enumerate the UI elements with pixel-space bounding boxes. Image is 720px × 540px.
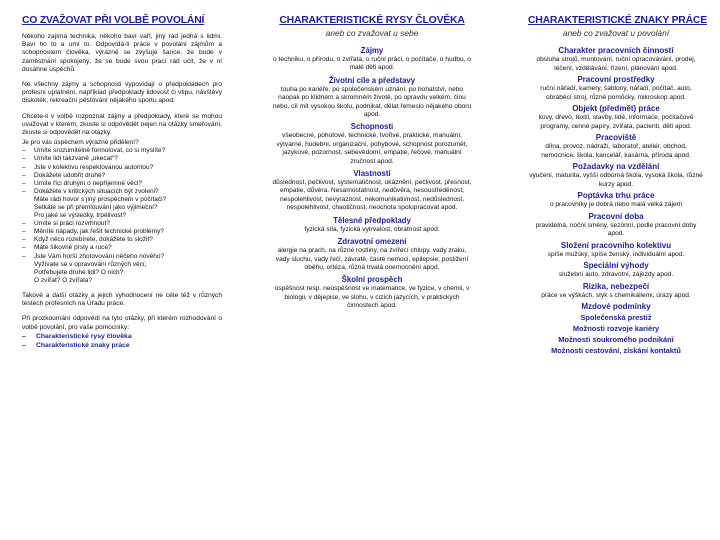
question-item: – Máte šikovné prsty a ruce? [22, 244, 222, 252]
section-text: kovy, dřevo, textil, stavby, lidé, informace, počítačové programy, cenné papíry, zvířata, pacienti, děti apod. [538, 114, 694, 130]
section-text: fyzická síla, fyzická vytrvalost, obratnost apod. [304, 225, 440, 233]
link-traits[interactable]: – Charakteristické rysy člověka [22, 332, 222, 341]
section-text: touha po kariéře, po společenském uznání, po bohatství, nebo naopak po klidném a skromném životě, po opravdu velkém, činu nebo, cíl mít vysokou školu, podnikat, dělat řemeslo nějakého oboru apod. [272, 85, 472, 119]
question-item: Pro jaké se výsledky, trpělivost? [34, 212, 126, 220]
question-item: – Dokážete v kritických situacích být zvoleni? [22, 188, 222, 196]
section-text: práce ve výškách, styk s chemikáliemi, úrazy apod. [541, 291, 691, 299]
section-text: spíše mužský, spíše ženský, individuální apod. [547, 250, 685, 258]
paragraph: Chcete-li v volbě rozpoznat zájmy a předpoklady, které se mohou uvažovat v kterém, zkuste si odpovědět nejen na otázky smeřování, zkuste si odpovědět na otázky. [22, 112, 222, 137]
question-item: – Jste v kolektivu respektovanou autoritou? [22, 164, 222, 172]
section-heading: Pracovní doba [588, 211, 644, 221]
question-item: Je pro vás úspěchem výrazné přidělení? [22, 139, 139, 147]
section-heading: Vlastnosti [353, 169, 391, 179]
link-work-features[interactable]: – Charakteristické znaky práce [22, 341, 222, 350]
trait-sections [272, 46, 472, 311]
question-item: – Umíte si práci rozvrhnout? [22, 220, 222, 228]
section-heading: Poptávka trhu práce [577, 191, 655, 200]
work-sections [528, 46, 704, 312]
section-text: ruční nářadí, kamery, šablony, nářadí, počítač, auto, obráběcí stroj, různé pomůcky, mikroskop apod. [540, 85, 692, 101]
section-text: alergie na prach, na různé rostliny, na zvířecí chlupy, vady zraku, vady sluchu, vady řeči, závratě, časté nemoci, epilepsie, postižení oběhu, ortéza, různá trvalá onemocnění apod. [275, 247, 469, 271]
section-heading: Zájmy [360, 46, 384, 55]
question-item: Setkáte se při přemlouvání jako výjimeční? [34, 203, 158, 211]
question-item: – Když něco rozebírete, dokážete to složit? [22, 236, 222, 244]
paragraph: Při prozkoumání odpovědí na tyto otázky, při kterém rozhodování o volbě povolání, pro vaše pomocníky: [22, 315, 222, 331]
question-item: – Jste Vám horší zhotovování něčeho nového? [22, 253, 222, 261]
section-heading: Pracoviště [595, 133, 637, 142]
section-heading: Objekt (předmět) práce [572, 104, 660, 113]
column-what-to-consider [22, 14, 222, 350]
column-subtitle: aneb co zvažovat u povolání [562, 28, 670, 38]
column-title: CHARAKTERISTICKÉ ZNAKY PRÁCE [528, 15, 707, 26]
question-item: – Umíte srozumitelně formulovat, co si myslíte? [22, 147, 222, 155]
condition-item: Společenská prestiž [580, 313, 652, 322]
paragraph: Někoho zajímá technika, někoho baví vaří, jiný rád jedná s lidmi. Baví ho to a umí to. Odpovídá-li práce v povolání zájmům a schopnostem člověka, výrazně se zvyšuje šance, že bude v zaměstnání spokojený, že se bude svou prací rád učit, že v ní dosáhne úspěchů. [22, 33, 222, 73]
section-heading: Životní cíle a představy [328, 75, 416, 85]
section-text: dílna, provoz, nádraží, laboratoř, ateliér, obchod, nemocnice, škola, kancelář, kasárna, příroda apod. [541, 143, 691, 159]
column-title: CO ZVAŽOVAT PŘI VOLBĚ POVOLÁNÍ [22, 15, 205, 26]
question-item: – Měníte nápady, jak řešit technické problémy? [22, 228, 222, 236]
condition-item: Možnosti rozvoje kariéry [572, 324, 660, 333]
section-text: obsluha strojů, montování, ruční opracovávání, prodej, léčení, vzdělávání, řízení, plánování apod. [536, 56, 696, 72]
column-subtitle: aneb co zvažovat u sebe [325, 28, 419, 38]
section-heading: Schopnosti [350, 122, 394, 132]
section-text: vyučení, maturita, vyšší odborná škola, vysoká škola, různé kurzy apod. [529, 172, 703, 188]
condition-item: Možnosti soukromého podnikání [558, 335, 674, 344]
paragraph: Takové a další otázky a jejich vyhodnocení ne céte též v různých testech profesních na Úřadu práce. [22, 291, 222, 308]
column-human-traits [272, 14, 472, 314]
question-item: Máte rádi hovor s jiný prospěchem v počítači? [34, 195, 167, 203]
section-text: služební auto, zdravotní, zájezdy apod. [558, 271, 674, 278]
section-text: o techniku, o přírodu, o zvířata, o ruční práci, o počítače, o hudbu, o malé děti apod. [273, 56, 471, 72]
question-item: Potřebujete druhé lidi? O nich? [34, 268, 124, 276]
question-list [22, 139, 222, 285]
section-heading: Zdravotní omezení [337, 237, 407, 247]
section-heading: Speciální výhody [583, 261, 649, 270]
section-heading: Mzdové podmínky [581, 302, 651, 311]
section-text: pravidelná, noční směny, sezónní, podle pracovní doby apod. [535, 221, 697, 237]
column-title: CHARAKTERISTICKÉ RYSY ČLOVĚKA [279, 15, 465, 26]
section-text: o pracovníky je dobrá nebo malá velká zájem [549, 201, 683, 208]
section-heading: Rizika, nebezpečí [582, 281, 650, 291]
question-item: – Umíte lidi takzvaně „ukecat“? [22, 155, 222, 163]
section-heading: Tělesné předpoklady [333, 215, 411, 225]
section-heading: Požadavky na vzdělání [572, 162, 660, 171]
question-item: Vyžívate se v opravování různých věcí, [34, 260, 147, 268]
section-text: úspěšnost resp. neúspěšnost ve matematice, ve fyzice, v chemii, v biologii, v dějepise, ve slohu, v cizích jazycích, v praktických činnostech apod. [274, 285, 470, 310]
section-heading: Charakter pracovních činností [558, 46, 674, 55]
section-text: všeobecné, pohotové, technické, tvořivé, praktické, manuální, výtvarné, hudební, organizační, pohybové, schopnost porozumět, jazykové, pozornost, sebevědomí, empatie, řečové, manuální zručnost apod. [276, 132, 468, 165]
column-work-features [528, 14, 707, 356]
section-text: důslednost, pečlivost, systematičnost, ukáznění, pečlivost, přesnost, empatie, důvěra. Nesamostatnost, nedůvěra, nesoustředěnost, nespolehlivost, nevýraznost, nekomunikativnost, nedůslednost, nespolehlivost, chaotičnost, neochota spolupracovat apod. [272, 179, 472, 212]
conditions-list [528, 312, 704, 356]
question-item: O zvířat? O zvířata? [34, 276, 93, 284]
section-heading: Pracovní prostředky [577, 75, 655, 84]
question-item: – Umíte říci druhým o nepříjemné věci? [22, 180, 222, 188]
paragraph: Ne všechny zájmy a schopnosti vypovídají o předpokladech pro profesní uplatnění, například předpoklady lidovost či vtipu, návštěvy diskoték, rekreační pěstování nějakého sportu apod. [22, 81, 222, 105]
section-heading: Složení pracovního kolektivu [560, 240, 672, 250]
condition-item: Možnosti cestování, získání kontaktů [551, 346, 681, 355]
question-item: – Dokážete udobřit druhé? [22, 172, 222, 180]
section-heading: Školní prospěch [341, 275, 403, 285]
